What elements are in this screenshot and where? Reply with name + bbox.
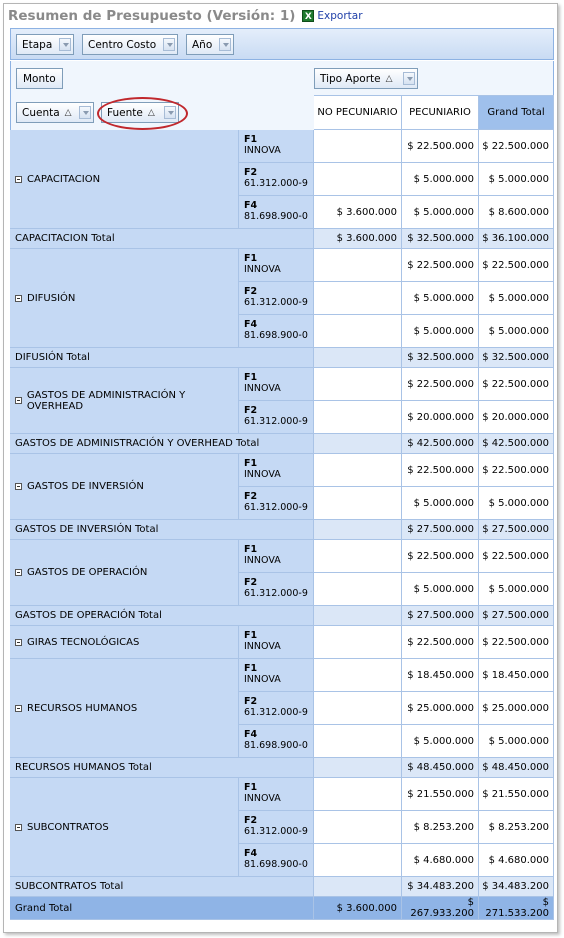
filter-anio-label: Año xyxy=(192,38,213,51)
fuente-label: 61.312.000-9 xyxy=(244,502,308,513)
value-cell-grand-total: $ 22.500.000 xyxy=(479,130,554,163)
export-link[interactable] xyxy=(302,10,362,22)
row-group-label: RECURSOS HUMANOS xyxy=(27,702,138,714)
group-total-no-pecuniario: $ 3.600.000 xyxy=(314,229,402,249)
value-cell-pecuniario: $ 5.000.000 xyxy=(402,573,479,606)
grand-total-pecuniario: $ 267.933.200 xyxy=(402,897,479,920)
export-label: Exportar xyxy=(317,10,363,22)
group-total-grand-total: $ 36.100.000 xyxy=(479,229,554,249)
fuente-label: 81.698.900-0 xyxy=(244,859,308,870)
fuente-label: 61.312.000-9 xyxy=(244,178,308,189)
row-field-fuente-button[interactable] xyxy=(101,102,179,123)
row-group-label: SUBCONTRATOS xyxy=(27,821,109,833)
value-cell-pecuniario: $ 5.000.000 xyxy=(402,725,479,758)
fuente-label: INNOVA xyxy=(244,145,281,156)
fuente-cell xyxy=(239,196,314,229)
collapse-icon[interactable] xyxy=(15,639,22,646)
value-cell-pecuniario: $ 22.500.000 xyxy=(402,540,479,573)
column-field-label: Tipo Aporte xyxy=(320,72,381,85)
fuente-cell xyxy=(239,401,314,434)
fuente-code: F2 xyxy=(244,491,258,502)
value-cell-grand-total: $ 4.680.000 xyxy=(479,844,554,877)
fuente-cell xyxy=(239,778,314,811)
value-cell-pecuniario: $ 8.253.200 xyxy=(402,811,479,844)
row-group-label: GASTOS DE INVERSIÓN xyxy=(27,481,144,492)
value-cell-no-pecuniario xyxy=(314,573,402,606)
collapse-icon[interactable] xyxy=(15,705,22,712)
value-cell-pecuniario: $ 22.500.000 xyxy=(402,626,479,659)
row-field-fuente-label: Fuente xyxy=(107,106,143,119)
value-cell-pecuniario: $ 5.000.000 xyxy=(402,315,479,348)
value-cell-no-pecuniario xyxy=(314,454,402,487)
fuente-cell xyxy=(239,163,314,196)
fuente-code: F2 xyxy=(244,405,258,416)
chevron-down-icon[interactable] xyxy=(219,38,231,51)
value-cell-no-pecuniario xyxy=(314,249,402,282)
value-cell-grand-total: $ 5.000.000 xyxy=(479,282,554,315)
row-group-label: GASTOS DE OPERACIÓN xyxy=(27,567,148,578)
fuente-code: F1 xyxy=(244,630,258,641)
group-total-pecuniario: $ 34.483.200 xyxy=(402,877,479,897)
sort-triangle-icon: △ xyxy=(64,107,72,118)
value-cell-pecuniario: $ 18.450.000 xyxy=(402,659,479,692)
collapse-icon[interactable] xyxy=(15,824,22,831)
fuente-label: 61.312.000-9 xyxy=(244,588,308,599)
value-cell-no-pecuniario xyxy=(314,130,402,163)
fuente-label: INNOVA xyxy=(244,469,281,480)
value-cell-no-pecuniario xyxy=(314,368,402,401)
group-total-label: DIFUSIÓN Total xyxy=(10,348,314,368)
fuente-cell xyxy=(239,659,314,692)
excel-icon: X xyxy=(302,10,314,22)
group-total-no-pecuniario xyxy=(314,606,402,626)
fuente-label: INNOVA xyxy=(244,264,281,275)
value-cell-pecuniario: $ 5.000.000 xyxy=(402,282,479,315)
value-cell-pecuniario: $ 22.500.000 xyxy=(402,368,479,401)
value-cell-grand-total: $ 21.550.000 xyxy=(479,778,554,811)
fuente-cell xyxy=(239,844,314,877)
fuente-code: F4 xyxy=(244,319,258,330)
value-cell-grand-total: $ 22.500.000 xyxy=(479,540,554,573)
column-field-tipo-aporte-button[interactable] xyxy=(314,68,418,89)
fuente-code: F2 xyxy=(244,286,258,297)
group-total-grand-total: $ 27.500.000 xyxy=(479,606,554,626)
collapse-icon[interactable] xyxy=(15,569,22,576)
group-total-no-pecuniario xyxy=(314,434,402,454)
row-group-header[interactable] xyxy=(10,540,239,606)
group-total-pecuniario: $ 27.500.000 xyxy=(402,520,479,540)
row-group-header[interactable] xyxy=(10,778,239,877)
filter-centro-costo-button[interactable] xyxy=(82,34,178,55)
row-group-header[interactable] xyxy=(10,659,239,758)
sort-triangle-icon: △ xyxy=(147,107,155,118)
fuente-cell xyxy=(239,282,314,315)
column-header-no-pecuniario: NO PECUNIARIO xyxy=(314,95,402,130)
fuente-cell xyxy=(239,626,314,659)
fuente-code: F1 xyxy=(244,458,258,469)
value-cell-no-pecuniario xyxy=(314,282,402,315)
group-total-pecuniario: $ 27.500.000 xyxy=(402,606,479,626)
fuente-label: 81.698.900-0 xyxy=(244,211,308,222)
value-cell-grand-total: $ 22.500.000 xyxy=(479,626,554,659)
row-field-cuenta-label: Cuenta xyxy=(22,106,60,119)
row-group-header[interactable] xyxy=(10,626,239,659)
chevron-down-icon[interactable] xyxy=(59,38,71,51)
fuente-cell xyxy=(239,487,314,520)
collapse-icon[interactable] xyxy=(15,295,22,302)
row-group-label: DIFUSIÓN xyxy=(27,292,76,304)
collapse-icon[interactable] xyxy=(15,397,22,404)
value-cell-no-pecuniario xyxy=(314,844,402,877)
filter-area xyxy=(10,28,554,60)
fuente-label: INNOVA xyxy=(244,641,281,652)
value-cell-pecuniario: $ 5.000.000 xyxy=(402,163,479,196)
group-total-pecuniario: $ 48.450.000 xyxy=(402,758,479,778)
group-total-grand-total: $ 32.500.000 xyxy=(479,348,554,368)
value-cell-no-pecuniario xyxy=(314,163,402,196)
value-cell-grand-total: $ 5.000.000 xyxy=(479,315,554,348)
value-cell-no-pecuniario xyxy=(314,401,402,434)
fuente-label: 81.698.900-0 xyxy=(244,740,308,751)
value-cell-pecuniario: $ 22.500.000 xyxy=(402,454,479,487)
group-total-no-pecuniario xyxy=(314,348,402,368)
chevron-down-icon[interactable] xyxy=(164,106,176,119)
fuente-cell xyxy=(239,573,314,606)
column-header-pecuniario: PECUNIARIO xyxy=(402,95,479,130)
fuente-code: F1 xyxy=(244,663,258,674)
page-title: Resumen de Presupuesto (Versión: 1) xyxy=(8,8,296,24)
fuente-cell xyxy=(239,315,314,348)
group-total-label: RECURSOS HUMANOS Total xyxy=(10,758,314,778)
value-cell-grand-total: $ 8.253.200 xyxy=(479,811,554,844)
fuente-label: 61.312.000-9 xyxy=(244,297,308,308)
value-cell-grand-total: $ 20.000.000 xyxy=(479,401,554,434)
value-cell-grand-total: $ 25.000.000 xyxy=(479,692,554,725)
grand-total-no-pecuniario: $ 3.600.000 xyxy=(314,897,402,920)
grand-total-grand-total: $ 271.533.200 xyxy=(479,897,554,920)
row-group-label: GIRAS TECNOLÓGICAS xyxy=(27,636,140,648)
value-cell-no-pecuniario: $ 3.600.000 xyxy=(314,196,402,229)
row-field-cuenta-button[interactable] xyxy=(16,102,94,123)
group-total-grand-total: $ 42.500.000 xyxy=(479,434,554,454)
fuente-cell xyxy=(239,454,314,487)
filter-etapa-button[interactable] xyxy=(16,34,74,55)
value-cell-no-pecuniario xyxy=(314,626,402,659)
value-cell-no-pecuniario xyxy=(314,540,402,573)
group-total-pecuniario: $ 42.500.000 xyxy=(402,434,479,454)
row-group-header[interactable] xyxy=(10,130,239,229)
row-group-label: CAPACITACION xyxy=(27,173,101,185)
fuente-label: 81.698.900-0 xyxy=(244,330,308,341)
value-cell-pecuniario: $ 22.500.000 xyxy=(402,130,479,163)
fuente-code: F2 xyxy=(244,167,258,178)
fuente-code: F2 xyxy=(244,577,258,588)
fuente-cell xyxy=(239,130,314,163)
row-group-header[interactable] xyxy=(10,368,239,434)
value-cell-no-pecuniario xyxy=(314,778,402,811)
group-total-label: GASTOS DE ADMINISTRACIÓN Y OVERHEAD Total xyxy=(10,434,314,454)
value-cell-pecuniario: $ 4.680.000 xyxy=(402,844,479,877)
group-total-no-pecuniario xyxy=(314,758,402,778)
grand-total-label: Grand Total xyxy=(10,897,314,920)
collapse-icon[interactable] xyxy=(15,176,22,183)
value-cell-no-pecuniario xyxy=(314,692,402,725)
value-cell-no-pecuniario xyxy=(314,487,402,520)
value-cell-no-pecuniario xyxy=(314,315,402,348)
group-total-label: GASTOS DE INVERSIÓN Total xyxy=(10,520,314,540)
row-group-header[interactable] xyxy=(10,249,239,348)
fuente-code: F2 xyxy=(244,815,258,826)
group-total-label: SUBCONTRATOS Total xyxy=(10,877,314,897)
fuente-cell xyxy=(239,725,314,758)
group-total-no-pecuniario xyxy=(314,877,402,897)
sort-triangle-icon: △ xyxy=(385,73,393,84)
fuente-label: INNOVA xyxy=(244,674,281,685)
value-cell-grand-total: $ 5.000.000 xyxy=(479,725,554,758)
value-cell-no-pecuniario xyxy=(314,725,402,758)
fuente-code: F4 xyxy=(244,729,258,740)
fuente-code: F1 xyxy=(244,253,258,264)
filter-anio-button[interactable] xyxy=(186,34,234,55)
value-cell-pecuniario: $ 5.000.000 xyxy=(402,487,479,520)
fuente-code: F1 xyxy=(244,134,258,145)
column-header-grand-total: Grand Total xyxy=(479,95,554,130)
group-total-grand-total: $ 27.500.000 xyxy=(479,520,554,540)
row-group-header[interactable] xyxy=(10,454,239,520)
value-cell-grand-total: $ 22.500.000 xyxy=(479,368,554,401)
filter-etapa-label: Etapa xyxy=(22,38,53,51)
fuente-label: 61.312.000-9 xyxy=(244,707,308,718)
value-cell-pecuniario: $ 5.000.000 xyxy=(402,196,479,229)
value-cell-grand-total: $ 5.000.000 xyxy=(479,163,554,196)
row-group-label: GASTOS DE ADMINISTRACIÓN Y OVERHEAD xyxy=(26,389,186,412)
fuente-label: 61.312.000-9 xyxy=(244,826,308,837)
chevron-down-icon[interactable] xyxy=(403,72,415,85)
collapse-icon[interactable] xyxy=(15,483,22,490)
value-cell-grand-total: $ 18.450.000 xyxy=(479,659,554,692)
group-total-pecuniario: $ 32.500.000 xyxy=(402,348,479,368)
value-cell-grand-total: $ 8.600.000 xyxy=(479,196,554,229)
group-total-pecuniario: $ 32.500.000 xyxy=(402,229,479,249)
value-cell-pecuniario: $ 22.500.000 xyxy=(402,249,479,282)
group-total-grand-total: $ 48.450.000 xyxy=(479,758,554,778)
filter-centro-costo-label: Centro Costo xyxy=(88,38,157,51)
data-field-monto-button[interactable] xyxy=(16,68,63,89)
group-total-grand-total: $ 34.483.200 xyxy=(479,877,554,897)
fuente-code: F1 xyxy=(244,782,258,793)
value-cell-grand-total: $ 22.500.000 xyxy=(479,454,554,487)
chevron-down-icon[interactable] xyxy=(79,106,91,119)
group-total-no-pecuniario xyxy=(314,520,402,540)
value-cell-pecuniario: $ 20.000.000 xyxy=(402,401,479,434)
value-cell-grand-total: $ 5.000.000 xyxy=(479,487,554,520)
fuente-label: INNOVA xyxy=(244,383,281,394)
fuente-cell xyxy=(239,692,314,725)
fuente-code: F2 xyxy=(244,696,258,707)
fuente-cell xyxy=(239,368,314,401)
value-cell-grand-total: $ 5.000.000 xyxy=(479,573,554,606)
fuente-code: F4 xyxy=(244,200,258,211)
fuente-label: INNOVA xyxy=(244,793,281,804)
group-total-label: CAPACITACION Total xyxy=(10,229,314,249)
fuente-code: F4 xyxy=(244,848,258,859)
fuente-cell xyxy=(239,540,314,573)
fuente-cell xyxy=(239,249,314,282)
title-bar xyxy=(8,6,363,26)
chevron-down-icon[interactable] xyxy=(163,38,175,51)
data-field-label: Monto xyxy=(23,72,56,85)
value-cell-pecuniario: $ 21.550.000 xyxy=(402,778,479,811)
group-total-label: GASTOS DE OPERACIÓN Total xyxy=(10,606,314,626)
fuente-label: INNOVA xyxy=(244,555,281,566)
value-cell-no-pecuniario xyxy=(314,659,402,692)
fuente-label: 61.312.000-9 xyxy=(244,416,308,427)
value-cell-no-pecuniario xyxy=(314,811,402,844)
fuente-code: F1 xyxy=(244,372,258,383)
fuente-code: F1 xyxy=(244,544,258,555)
value-cell-pecuniario: $ 25.000.000 xyxy=(402,692,479,725)
value-cell-grand-total: $ 22.500.000 xyxy=(479,249,554,282)
fuente-cell xyxy=(239,811,314,844)
